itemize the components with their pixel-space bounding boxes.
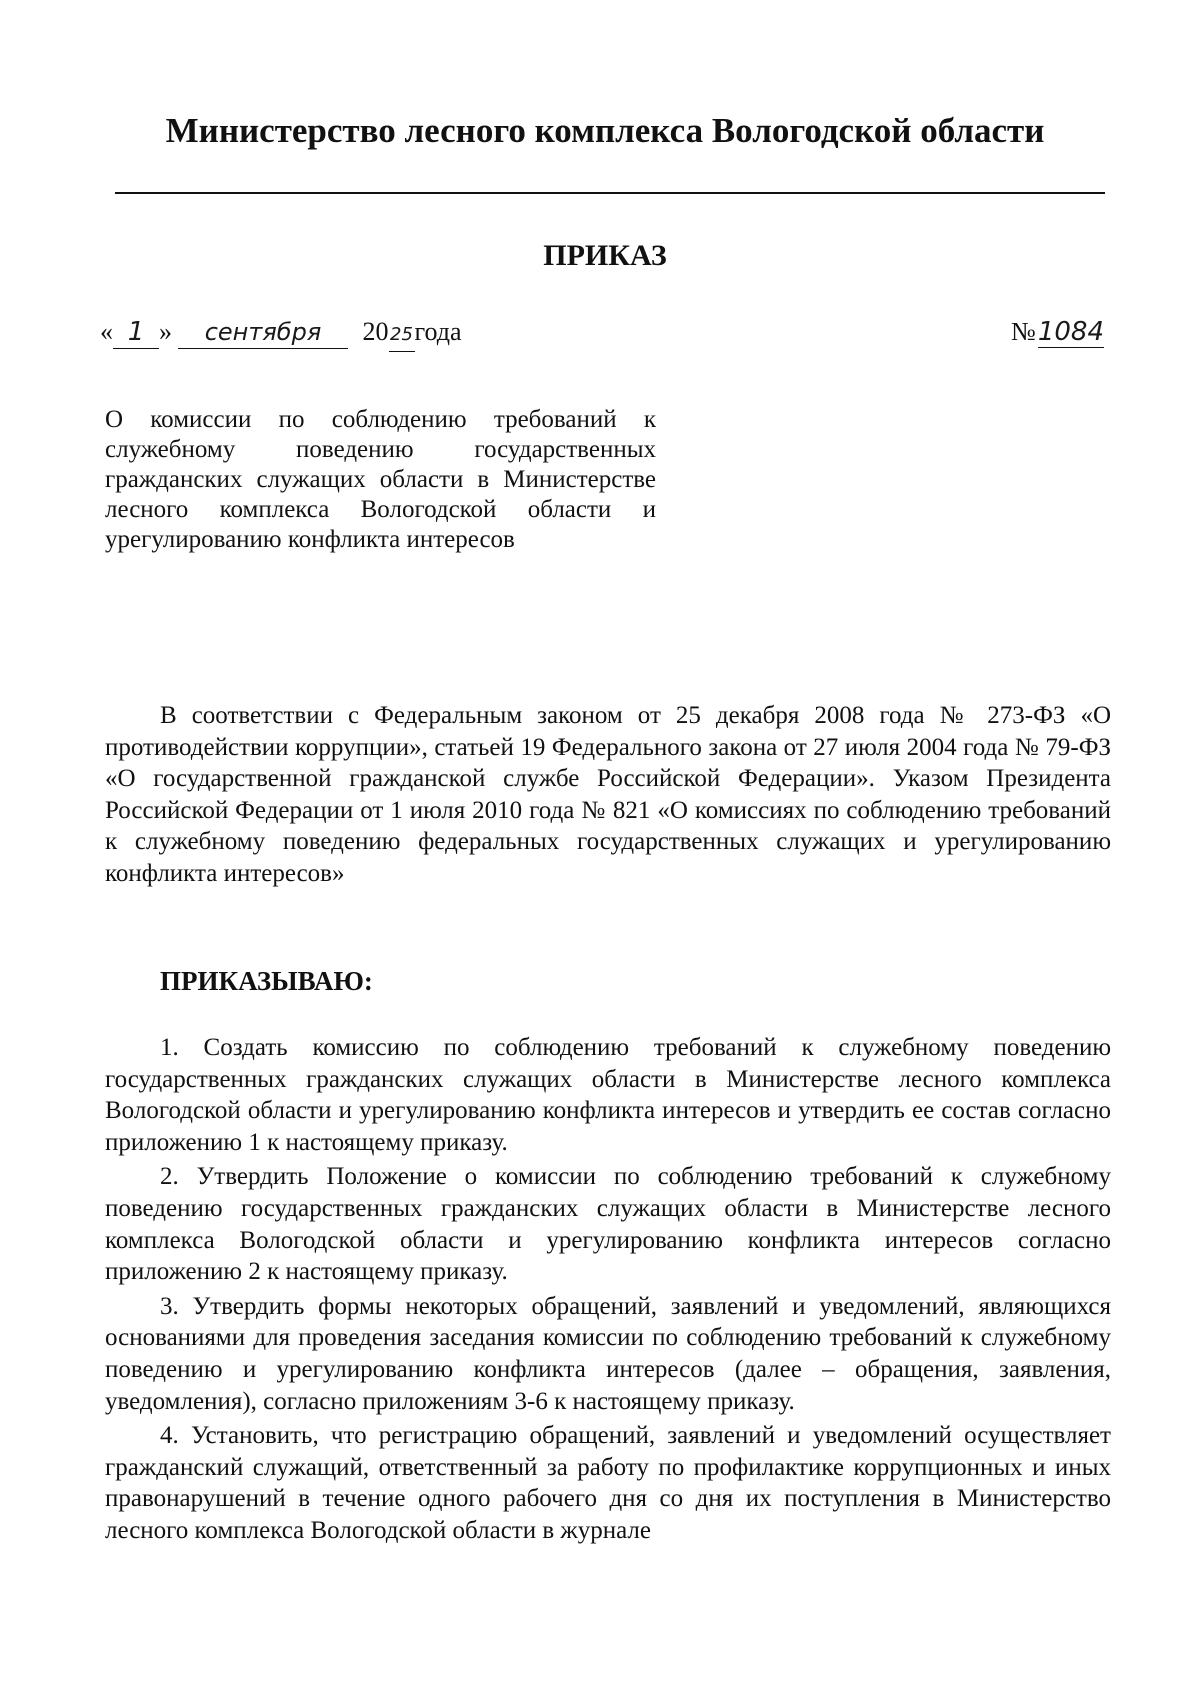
header-divider (115, 192, 1105, 194)
number-sign: № (1011, 317, 1036, 346)
order-date (100, 312, 462, 352)
date-day-handwritten: 1 (113, 316, 159, 349)
date-year-word: года (414, 317, 462, 346)
order-number (1011, 312, 1104, 352)
orders-heading: ПРИКАЗЫВАЮ: (160, 966, 373, 996)
order-item-4: 4. Установить, что регистрацию обращений, заявлений и уведомлений осуществляет гражданский служащий, ответственный за работу по профилактике коррупционных и иных правонарушений в течение одного рабочего дня со дня их поступления в Министерство лесного комплекса Вологодской области в журнале (105, 1422, 1111, 1544)
order-items (105, 1032, 1111, 1550)
order-item-1: 1. Создать комиссию по соблюдению требований к служебному поведению государственных гражданских служащих области в Министерстве лесного комплекса Вологодской области и урегулированию конфликта интересов и утвердить ее состав согласно приложению 1 к настоящему приказу. (105, 1034, 1111, 1156)
date-month-handwritten: сентября (178, 316, 348, 349)
order-item-3: 3. Утвердить формы некоторых обращений, заявлений и уведомлений, являющихся основаниями для проведения заседания комиссии по соблюдению требований к служебному поведению и урегулированию конфликта интересов (далее – обращения, заявления, уведомления), согласно приложениям 3-6 к настоящему приказу. (105, 1292, 1111, 1415)
date-year-handwritten: 25 (389, 319, 415, 352)
order-subject: О комиссии по соблюдению требований к служебному поведению государственных гражданских служащих области в Министерстве лесного комплекса Вологодской области и урегулированию конфликта интересов (105, 406, 656, 553)
document-type: ПРИКАЗ (543, 239, 667, 272)
number-handwritten: 1084 (1037, 317, 1104, 347)
order-item-2: 2. Утвердить Положение о комиссии по соблюдению требований к служебному поведению государственных гражданских служащих области в Министерстве лесного комплекса Вологодской области и урегулированию конфликта интересов согласно приложению 2 к настоящему приказу. (105, 1163, 1111, 1286)
date-open-quote: « (100, 317, 113, 346)
date-close-quote: » (159, 317, 172, 346)
preamble-paragraph: В соответствии с Федеральным законом от 25 декабря 2008 года № 273-ФЗ «О противодействии коррупции», статьей 19 Федерального закона от 27 июля 2004 года № 79-ФЗ «О государственной гражданской службе Российской Федерации». Указом Президента Российской Федерации от 1 июля 2010 года № 821 «О комиссиях по соблюдению требований к служебному поведению федеральных государственных служащих и урегулированию конфликта интересов» (105, 702, 1111, 887)
ministry-name: Министерство лесного комплекса Вологодской области (165, 111, 1045, 150)
date-year-prefix: 20 (362, 317, 389, 346)
